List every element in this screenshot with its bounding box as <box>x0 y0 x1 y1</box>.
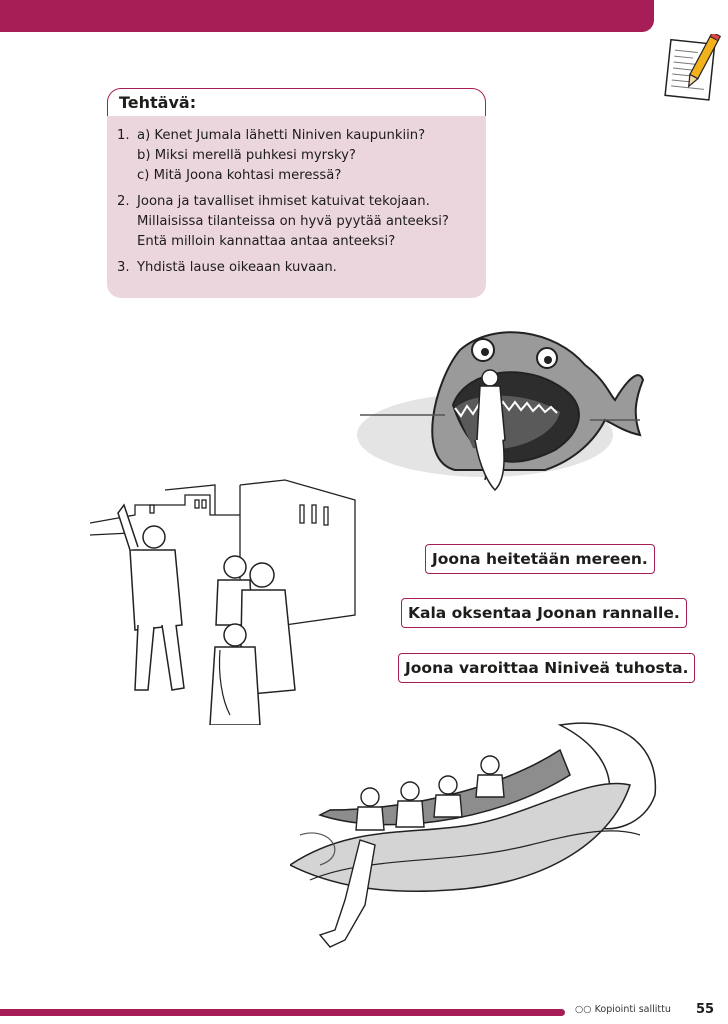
bottom-accent-bar <box>0 1009 565 1016</box>
copy-icon: ○○ <box>575 1004 592 1015</box>
top-accent-bar <box>0 0 654 32</box>
copy-permission <box>575 1004 671 1015</box>
task-line: a) Kenet Jumala lähetti Niniven kaupunkiin? <box>137 128 426 143</box>
task-title: Tehtävä: <box>119 93 197 112</box>
page-number: 55 <box>696 1002 715 1017</box>
task-line: c) Mitä Joona kohtasi meressä? <box>137 168 342 183</box>
writing-task-icon <box>662 34 722 104</box>
task-header <box>107 88 486 116</box>
fish-illustration <box>355 320 645 505</box>
boat-storm-illustration <box>290 715 670 955</box>
task-number: 3. <box>117 260 130 275</box>
task-line: b) Miksi merellä puhkesi myrsky? <box>137 148 356 163</box>
task-line: Millaisissa tilanteissa on hyvä pyytää anteeksi? <box>137 214 449 229</box>
task-list <box>117 126 482 284</box>
task-number: 1. <box>117 128 130 143</box>
copy-text: Kopiointi sallittu <box>594 1004 671 1015</box>
task-box <box>107 88 486 298</box>
task-line: Joona ja tavalliset ihmiset katuivat tekojaan. <box>137 194 430 209</box>
task-line: Yhdistä lause oikeaan kuvaan. <box>137 260 337 275</box>
task-line: Entä milloin kannattaa antaa anteeksi? <box>137 234 396 249</box>
sentence-label-nineveh[interactable]: Joona varoittaa Niniveä tuhosta. <box>398 653 695 683</box>
task-item <box>117 192 482 252</box>
task-number: 2. <box>117 194 130 209</box>
sentence-label-fish[interactable]: Kala oksentaa Joonan rannalle. <box>401 598 687 628</box>
sentence-label-sea[interactable]: Joona heitetään mereen. <box>425 544 655 574</box>
task-item <box>117 126 482 186</box>
nineveh-illustration <box>90 475 365 725</box>
task-item <box>117 258 482 278</box>
